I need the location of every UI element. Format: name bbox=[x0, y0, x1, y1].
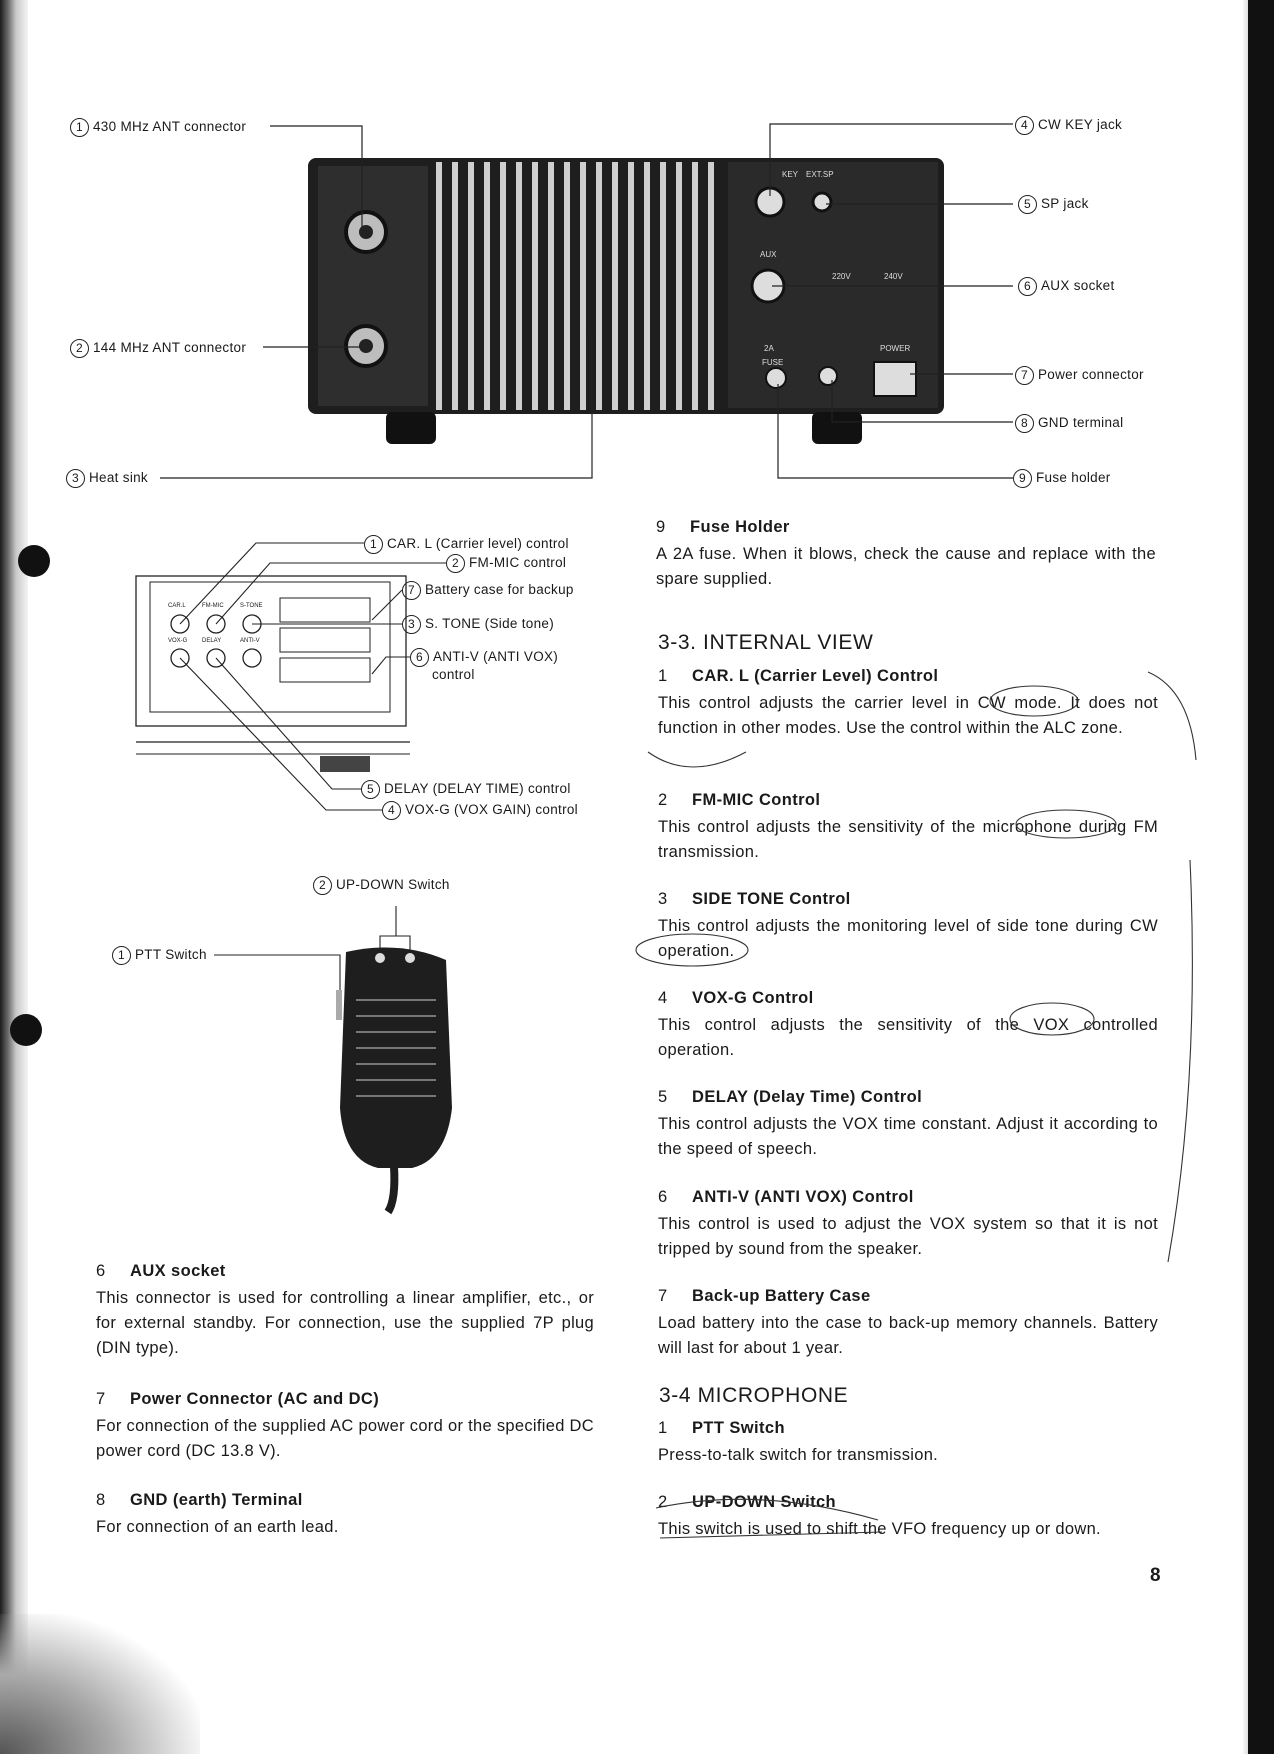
item-body: This control adjusts the sensitivity of the VOX controlled operation. bbox=[658, 1016, 1158, 1059]
callout-aux-socket: 6 AUX socket bbox=[1018, 277, 1115, 296]
item-body: This control adjusts the monitoring level of side tone during CW operation. bbox=[658, 917, 1158, 960]
item-title: ANTI-V (ANTI VOX) Control bbox=[692, 1188, 914, 1206]
callout-heat-sink: 3 Heat sink bbox=[66, 469, 148, 488]
item-title: DELAY (Delay Time) Control bbox=[692, 1088, 923, 1106]
callout-vox-g: 4 VOX-G (VOX GAIN) control bbox=[382, 801, 578, 820]
callout-anti-v-control: control bbox=[432, 667, 475, 682]
panel-mark-220v: 220V bbox=[832, 272, 851, 281]
knob-label-vox-g: VOX-G bbox=[168, 638, 188, 644]
item-number: 3 bbox=[658, 890, 668, 908]
item-number: 7 bbox=[658, 1287, 668, 1305]
item-body: This control adjusts the VOX time constant. Adjust it according to the speed of speech. bbox=[658, 1115, 1158, 1158]
item-title: CAR. L (Carrier Level) Control bbox=[692, 667, 939, 685]
section-title: Fuse Holder bbox=[690, 518, 790, 536]
item-number: 4 bbox=[658, 989, 668, 1007]
callout-up-down-switch: 2 UP-DOWN Switch bbox=[313, 876, 450, 895]
item-title: PTT Switch bbox=[692, 1419, 785, 1437]
page-number: 8 bbox=[1150, 1565, 1161, 1586]
item-body: This control adjusts the carrier level in CW mode. It does not function in other modes. Use the control within the ALC zone. bbox=[658, 694, 1158, 737]
callout-cw-key-jack: 4 CW KEY jack bbox=[1015, 116, 1122, 135]
item-number: 6 bbox=[658, 1188, 668, 1206]
callout-144mhz-ant: 2 144 MHz ANT connector bbox=[70, 339, 246, 358]
section-body: For connection of the supplied AC power cord or the specified DC power cord (DC 13.8 V). bbox=[96, 1417, 594, 1460]
callout-s-tone: 3 S. TONE (Side tone) bbox=[402, 615, 554, 634]
item-body: Load battery into the case to back-up memory channels. Battery will last for about 1 year. bbox=[658, 1314, 1158, 1357]
panel-mark-ext-sp: EXT.SP bbox=[806, 170, 834, 179]
item-body: This switch is used to shift the VFO frequency up or down. bbox=[658, 1520, 1101, 1538]
knob-label-fm-mic: FM-MIC bbox=[202, 603, 224, 609]
callout-fuse-holder: 9 Fuse holder bbox=[1013, 469, 1111, 488]
panel-mark-2a: 2A bbox=[764, 344, 774, 353]
knob-label-s-tone: S-TONE bbox=[240, 603, 263, 609]
section-body: A 2A fuse. When it blows, check the cause and replace with the spare supplied. bbox=[656, 545, 1156, 588]
callout-sp-jack: 5 SP jack bbox=[1018, 195, 1089, 214]
item-number: 1 bbox=[658, 1419, 668, 1437]
item-number: 1 bbox=[658, 667, 668, 685]
item-title: SIDE TONE Control bbox=[692, 890, 851, 908]
heading-internal-view: 3-3. INTERNAL VIEW bbox=[658, 631, 874, 654]
heading-microphone: 3-4 MICROPHONE bbox=[659, 1384, 849, 1407]
section-body: This connector is used for controlling a linear amplifier, etc., or for external standby. For connection, use the supplied 7P plug (DIN type). bbox=[96, 1289, 594, 1357]
knob-label-delay: DELAY bbox=[202, 638, 222, 644]
callout-power-connector: 7 Power connector bbox=[1015, 366, 1144, 385]
callout-anti-v: 6 ANTI-V (ANTI VOX) bbox=[410, 648, 558, 667]
callout-fm-mic: 2 FM-MIC control bbox=[446, 554, 566, 573]
callout-430mhz-ant: 1 430 MHz ANT connector bbox=[70, 118, 246, 137]
panel-mark-fuse: FUSE bbox=[762, 358, 784, 367]
item-title: FM-MIC Control bbox=[692, 791, 821, 809]
section-number: 6 bbox=[96, 1262, 106, 1280]
item-title: VOX-G Control bbox=[692, 989, 814, 1007]
section-number: 7 bbox=[96, 1390, 106, 1408]
section-title: Power Connector (AC and DC) bbox=[130, 1390, 380, 1408]
knob-label-anti-v: ANTI-V bbox=[240, 638, 260, 644]
section-title: AUX socket bbox=[130, 1262, 226, 1280]
panel-mark-power: POWER bbox=[880, 344, 911, 353]
callout-delay: 5 DELAY (DELAY TIME) control bbox=[361, 780, 571, 799]
section-number: 8 bbox=[96, 1491, 106, 1509]
panel-mark-aux: AUX bbox=[760, 250, 777, 259]
item-number: 5 bbox=[658, 1088, 668, 1106]
panel-mark-240v: 240V bbox=[884, 272, 903, 281]
callout-gnd-terminal: 8 GND terminal bbox=[1015, 414, 1123, 433]
item-number: 2 bbox=[658, 1493, 668, 1511]
knob-label-car-l: CAR.L bbox=[168, 603, 186, 609]
item-body: This control is used to adjust the VOX system so that it is not tripped by sound from the speaker. bbox=[658, 1215, 1158, 1258]
callout-ptt-switch: 1 PTT Switch bbox=[112, 946, 207, 965]
item-title: UP-DOWN Switch bbox=[692, 1493, 837, 1511]
section-title: GND (earth) Terminal bbox=[130, 1491, 303, 1509]
callout-battery-case: 7 Battery case for backup bbox=[402, 581, 574, 600]
item-body: Press-to-talk switch for transmission. bbox=[658, 1446, 939, 1464]
section-body: For connection of an earth lead. bbox=[96, 1518, 339, 1536]
item-body: This control adjusts the sensitivity of the microphone during FM transmission. bbox=[658, 818, 1158, 861]
item-number: 2 bbox=[658, 791, 668, 809]
section-number: 9 bbox=[656, 518, 666, 536]
item-title: Back-up Battery Case bbox=[692, 1287, 871, 1305]
panel-mark-key: KEY bbox=[782, 170, 799, 179]
callout-car-l: 1 CAR. L (Carrier level) control bbox=[364, 535, 569, 554]
